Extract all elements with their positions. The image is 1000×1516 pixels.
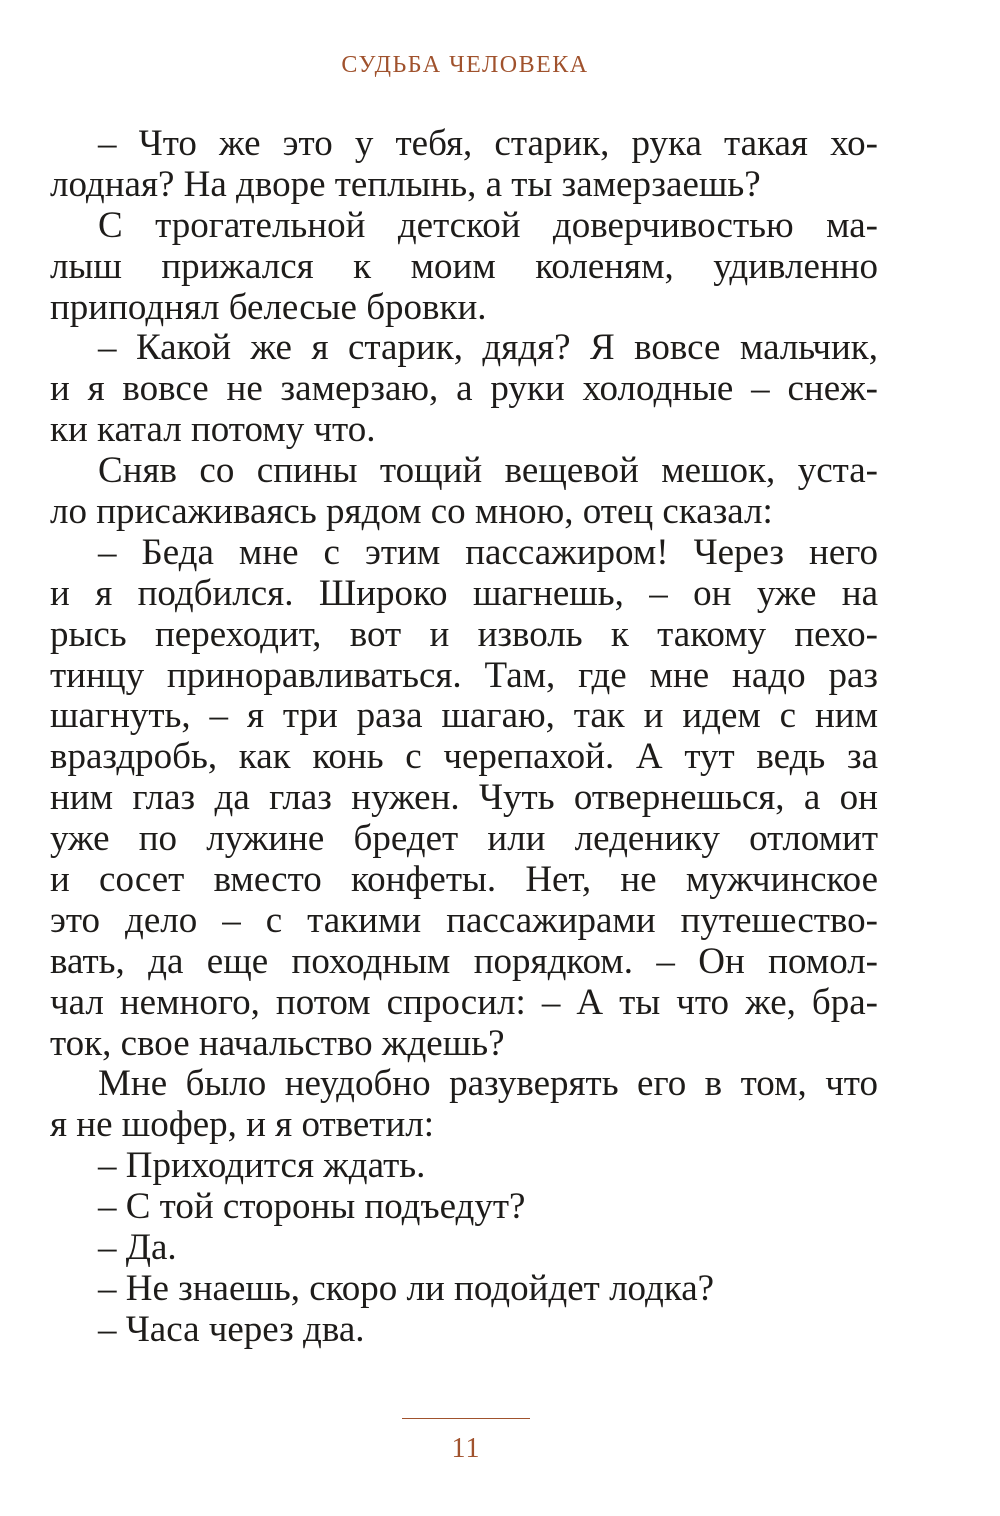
text-line: ки катал потому что. [50,409,376,451]
text-line: лодная? На дворе теплынь, а ты замерзаешь? [50,163,761,205]
text-line: это дело – с такими пассажирами путешество- [50,899,878,941]
text-line: – С той стороны подъедут? [98,1186,526,1228]
running-title: СУДЬБА ЧЕЛОВЕКА [341,52,589,78]
text-line: шагнуть, – я три раза шагаю, так и идем с ним [50,695,878,737]
text-line: Сняв со спины тощий вещевой мешок, уста- [98,450,878,492]
text-line: враздробь, как конь с черепахой. А тут ведь за [50,736,878,778]
body-text [50,124,878,1351]
text-line: ним глаз да глаз нужен. Чуть отвернешься, а он [50,777,878,819]
text-line: тинцу приноравливаться. Там, где мне надо раз [50,654,878,696]
text-line: – Не знаешь, скоро ли подойдет лодка? [98,1267,715,1309]
text-line: Мне было неудобно разуверять его в том, что [98,1063,878,1105]
text-line: вать, да еще походным порядком. – Он помол- [50,940,878,982]
text-line: ток, свое начальство ждешь? [50,1022,505,1064]
text-line: лыш прижался к моим коленям, удивленно [50,245,878,287]
text-line: приподнял белесые бровки. [50,286,487,328]
text-line: – Да. [98,1227,177,1269]
page-number: 11 [451,1433,481,1464]
text-line: – Какой же я старик, дядя? Я вовсе мальчик, [98,327,878,369]
text-line: и я вовсе не замерзаю, а руки холодные – снеж- [50,368,878,410]
text-line: – Беда мне с этим пассажиром! Через него [98,531,878,573]
text-line: рысь переходит, вот и изволь к такому пехо- [50,613,878,655]
text-line: – Приходится ждать. [98,1145,426,1187]
text-line: чал немного, потом спросил: – А ты что же, бра- [50,981,878,1023]
footer-rule [402,1418,530,1419]
text-line: – Часа через два. [98,1308,365,1350]
text-line: – Что же это у тебя, старик, рука такая хо- [98,123,878,164]
text-line: я не шофер, и я ответил: [50,1104,435,1146]
text-line: ло присаживаясь рядом со мною, отец сказал: [50,491,773,533]
text-line: и я подбился. Широко шагнешь, – он уже на [50,572,878,614]
text-line: уже по лужине бредет или леденику отломит [50,818,878,860]
text-line: С трогательной детской доверчивостью ма- [98,204,878,246]
text-line: и сосет вместо конфеты. Нет, не мужчинское [50,859,878,901]
